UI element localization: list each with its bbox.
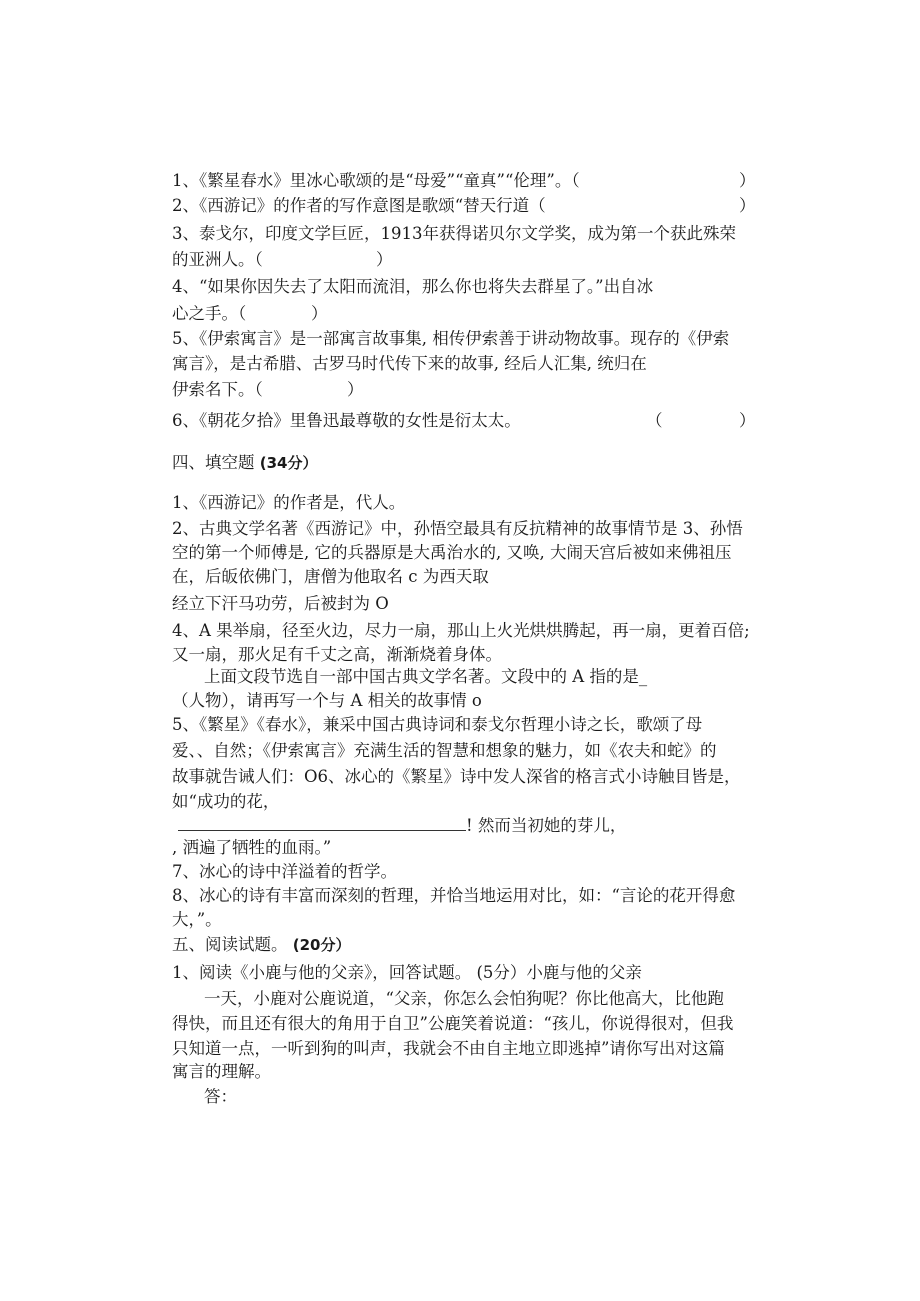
judge-item-5-line2: 寓言》，是古希腊、古罗马时代传下来的故事, 经后人汇集, 统归在 — [172, 354, 647, 373]
judge-item-5-close: ） — [347, 380, 364, 399]
fill-item-6-blank-line: ! 然而当初她的芽儿， — [172, 816, 626, 836]
answer-blank — [178, 816, 466, 831]
fill-item-5-line4: 如“成功的花， — [172, 792, 280, 811]
fill-item-8-line1: 8、冰心的诗有丰富而深刻的哲理，并恰当地运用对比，如：“言论的花开得愈 — [172, 886, 736, 905]
judge-item-3-line1: 3、泰戈尔，印度文学巨匠，1913年获得诺贝尔文学奖，成为第一个获此殊荣 — [172, 224, 736, 243]
judge-item-6: 6、《朝花夕拾》里鲁迅最尊敬的女性是衍太太。 — [172, 411, 521, 430]
fill-item-8-line2: 大，”。 — [172, 910, 222, 929]
judge-item-4-close: ） — [311, 304, 328, 323]
section-4-score: (34分） — [259, 454, 318, 472]
fill-item-6-line: , 洒遍了牺牲的血雨。” — [172, 838, 332, 857]
passage-line-4: 寓言的理解。 — [172, 1062, 271, 1081]
fill-item-2-line3: 在，后皈依佛门，唐僧为他取名 c 为西天取 — [172, 567, 489, 586]
fill-item-2-line1: 2、古典文学名著《西游记》中，孙悟空最具有反抗精神的故事情节是 3、孙悟 — [172, 519, 743, 538]
judge-item-2-close: ） — [739, 196, 756, 215]
fill-item-4-line2: 又一扇，那火足有千丈之高，渐渐烧着身体。 — [172, 645, 502, 664]
fill-item-5-line3: 故事就告诫人们：O6、冰心的《繁星》诗中发人深省的格言式小诗触目皆是， — [172, 767, 741, 786]
judge-item-1: 1、《繁星春水》里冰心歌颂的是“母爱”“童真”“伦理”。（ — [172, 171, 580, 190]
judge-item-4-line1: 4、“如果你因失去了太阳而流泪，那么你也将失去群星了。”出自冰 — [172, 277, 654, 296]
fill-item-4-line4: （人物），请再写一个与 A 相关的故事情 o — [172, 691, 482, 710]
judge-item-6-close: ） — [739, 411, 756, 430]
judge-item-5-line3: 伊索名下。（ — [172, 380, 263, 399]
section-4-heading: 四、填空题 (34分） — [172, 453, 318, 472]
judge-item-2: 2、《西游记》的作者的写作意图是歌颂“替天行道（ — [172, 196, 546, 215]
fill-item-1: 1、《西游记》的作者是，代人。 — [172, 493, 406, 512]
section-5-score: (20分） — [292, 936, 351, 954]
passage-line-1: 一天，小鹿对公鹿说道，“父亲，你怎么会怕狗呢？你比他高大，比他跑 — [204, 989, 724, 1008]
fill-item-4-line3: 上面文段节选自一部中国古典文学名著。文段中的 A 指的是_ — [204, 667, 648, 686]
judge-item-3-line2: 的亚洲人。（ — [172, 250, 263, 269]
fill-item-2-line2: 空的第一个师傅是, 它的兵器原是大禹治水的, 又唤, 大闹天宫后被如来佛祖压 — [172, 543, 732, 562]
judge-item-1-close: ） — [739, 171, 756, 190]
judge-item-4-line2: 心之手。（ — [172, 304, 247, 323]
fill-item-7: 7、冰心的诗中洋溢着的哲学。 — [172, 862, 397, 881]
passage-line-2: 得快，而且还有很大的角用于自卫”公鹿笑着说道：“孩儿，你说得很对，但我 — [172, 1014, 734, 1033]
section-5-heading: 五、阅读试题。 (20分） — [172, 935, 351, 954]
judge-item-6-open: （ — [646, 411, 663, 430]
judge-item-3-close: ） — [376, 250, 393, 269]
judge-item-5-line1: 5、《伊索寓言》是一部寓言故事集, 相传伊索善于讲动物故事。现存的《伊索 — [172, 329, 730, 348]
fill-item-4-line1: 4、A 果举扇，径至火边，尽力一扇，那山上火光烘烘腾起，再一扇，更着百倍; — [172, 621, 750, 640]
passage-line-3: 只知道一点，一听到狗的叫声，我就会不由自主地立即逃掉”请你写出对这篇 — [172, 1039, 725, 1058]
reading-item-1: 1、阅读《小鹿与他的父亲》，回答试题。 (5分）小鹿与他的父亲 — [172, 963, 642, 982]
fill-item-5-line2: 爱、、自然；《伊索寓言》充满生活的智慧和想象的魅力，如《农夫和蛇》的 — [172, 741, 717, 760]
answer-label: 答： — [204, 1087, 237, 1106]
fill-item-2-line4: 经立下汗马功劳，后被封为 O — [172, 594, 389, 613]
fill-item-5-line1: 5、《繁星》《春水》，兼采中国古典诗词和泰戈尔哲理小诗之长，歌颂了母 — [172, 715, 703, 734]
